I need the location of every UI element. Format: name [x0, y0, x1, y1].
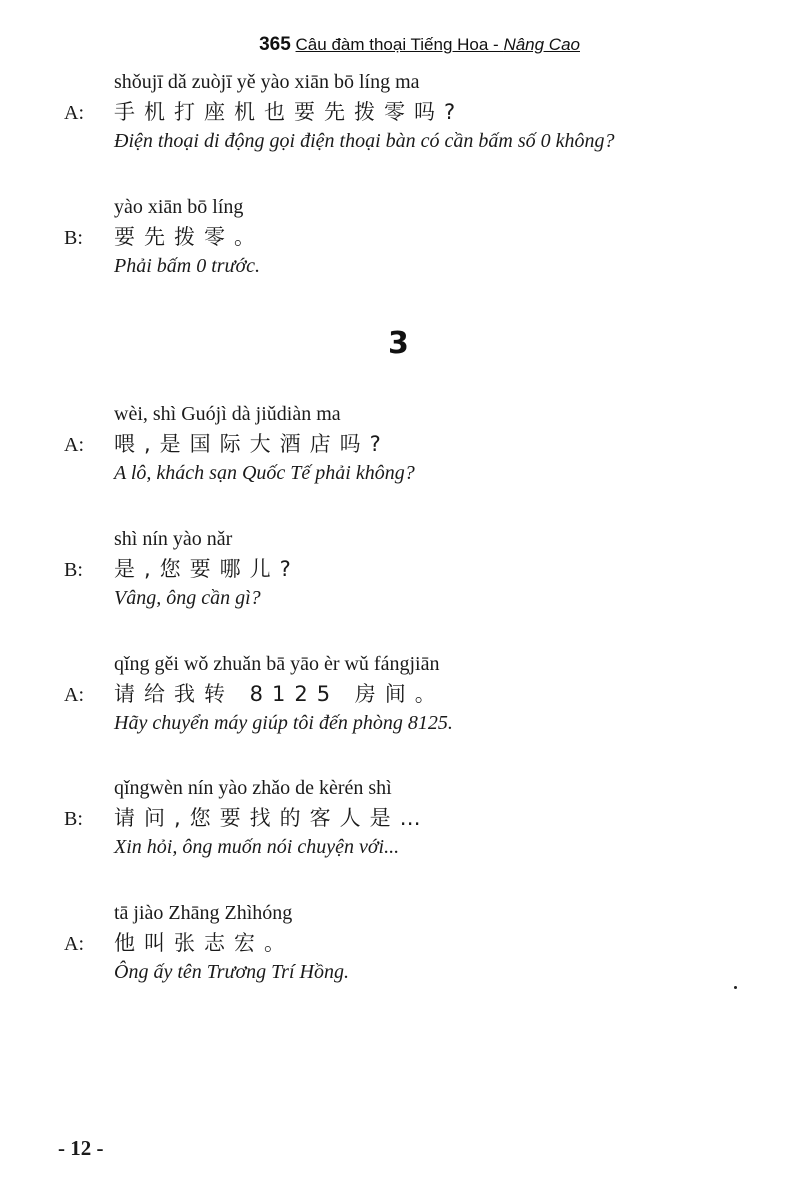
speaker-label: A: — [64, 933, 84, 955]
pinyin-text: shì nín yào nǎr — [114, 528, 233, 550]
page-header — [259, 34, 580, 56]
speaker-label: B: — [64, 808, 83, 830]
scan-speck — [734, 986, 737, 989]
hanzi-text: 喂,是国际大酒店吗? — [114, 432, 390, 456]
pinyin-text: tā jiào Zhāng Zhìhóng — [114, 902, 293, 924]
section-number: 3 — [388, 326, 409, 361]
hanzi-text: 请问,您要找的客人是… — [114, 806, 430, 830]
hanzi-text: 手机打座机也要先拨零吗? — [114, 100, 465, 124]
pinyin-text: yào xiān bō líng — [114, 196, 244, 218]
translation-text: Điện thoại di động gọi điện thoại bàn có cần bấm số 0 không? — [114, 130, 615, 152]
speaker-label: B: — [64, 559, 83, 581]
header-subtitle: Nâng Cao — [503, 35, 580, 54]
speaker-label: A: — [64, 434, 84, 456]
translation-text: Phải bấm 0 trước. — [114, 255, 261, 277]
pinyin-text: shǒujī dǎ zuòjī yě yào xiān bō líng ma — [114, 71, 420, 93]
translation-text: Hãy chuyển máy giúp tôi đến phòng 8125. — [114, 712, 453, 734]
speaker-label: A: — [64, 684, 84, 706]
speaker-label: A: — [64, 102, 84, 124]
header-title: Câu đàm thoại Tiếng Hoa - — [295, 35, 504, 54]
translation-text: Xin hỏi, ông muốn nói chuyện với... — [114, 836, 400, 858]
hanzi-text: 要先拨零。 — [114, 225, 264, 249]
page-number: - 12 - — [58, 1136, 104, 1160]
speaker-label: B: — [64, 227, 83, 249]
hanzi-text: 他叫张志宏。 — [114, 931, 294, 955]
pinyin-text: qǐngwèn nín yào zhǎo de kèrén shì — [114, 777, 392, 799]
translation-text: Vâng, ông cần gì? — [114, 587, 261, 609]
pinyin-text: qǐng gěi wǒ zhuǎn bā yāo èr wǔ fángjiān — [114, 653, 440, 675]
hanzi-text: 请给我转 8125 房间。 — [114, 682, 445, 706]
hanzi-text: 是,您要哪儿? — [114, 557, 300, 581]
header-number: 365 — [259, 34, 291, 55]
translation-text: A lô, khách sạn Quốc Tế phải không? — [114, 462, 415, 484]
pinyin-text: wèi, shì Guójì dà jiǔdiàn ma — [114, 403, 341, 425]
translation-text: Ông ấy tên Trương Trí Hồng. — [114, 961, 349, 983]
